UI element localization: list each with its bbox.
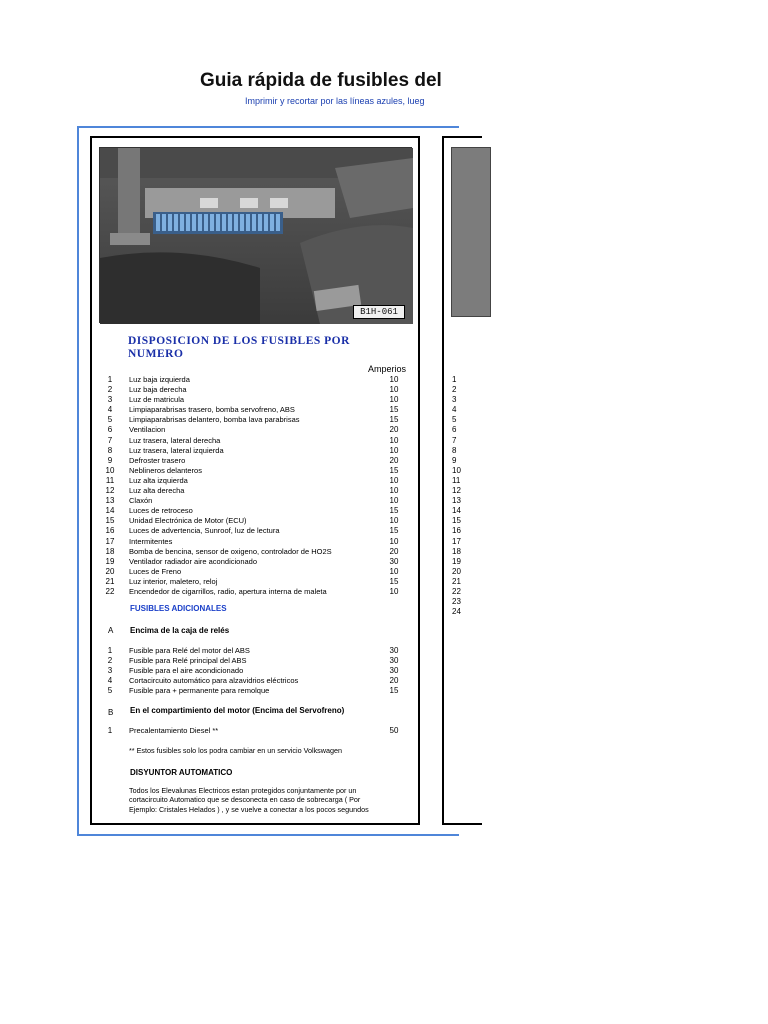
fuse-number: 10 xyxy=(452,465,461,475)
fuse-description: Luz interior, maletero, reloj xyxy=(129,576,218,586)
fuse-amperage: 10 xyxy=(389,516,399,526)
footnote: ** Estos fusibles solo los podra cambiar en un servicio Volkswagen xyxy=(129,746,342,755)
fuse-number: 6 xyxy=(452,425,457,435)
fuse-row xyxy=(92,666,422,676)
fuse-row xyxy=(92,486,422,496)
fuse-amperage: 15 xyxy=(389,576,399,586)
fuse-description: Luz alta izquierda xyxy=(129,475,188,485)
fuse-amperage: 30 xyxy=(389,656,399,666)
page-subtitle: Imprimir y recortar por las líneas azules, lueg xyxy=(245,96,425,106)
fuse-amperage: 30 xyxy=(389,646,399,655)
fuse-row xyxy=(92,456,422,466)
fuse-row xyxy=(92,587,422,597)
fuse-number: 11 xyxy=(452,475,461,485)
fuse-row xyxy=(92,676,422,686)
fuse-number: 16 xyxy=(452,526,461,536)
fuse-number: 14 xyxy=(105,506,115,516)
fuse-row xyxy=(92,425,422,435)
fuse-box-photo-2 xyxy=(451,147,491,317)
fuse-row xyxy=(92,385,422,395)
fuse-row xyxy=(92,557,422,567)
fuse-number: 3 xyxy=(452,395,457,405)
fuse-number: 14 xyxy=(452,506,461,516)
fuse-number: 4 xyxy=(452,405,457,415)
fuse-amperage: 30 xyxy=(389,666,399,676)
fuse-amperage: 10 xyxy=(389,496,399,506)
fuse-list xyxy=(92,375,422,597)
group-b-letter: B xyxy=(108,708,114,717)
fuse-description: Luz trasera, lateral derecha xyxy=(129,435,221,445)
fuse-amperage: 10 xyxy=(389,566,399,576)
fuse-row xyxy=(92,686,422,696)
fuse-description: Precalentamiento Diesel ** xyxy=(129,726,219,735)
fuse-number: 13 xyxy=(105,496,115,506)
fuse-row xyxy=(92,436,422,446)
breaker-text: Todos los Elevalunas Electricos estan protegidos conjuntamente por un cortacircuito Automatico que se desconecta en caso de sobrecarga ( Por Ejemplo: Cristales Helados ) , y se vuelve a conectar a los pocos segundos xyxy=(129,786,369,814)
fuse-number: 1 xyxy=(107,646,113,655)
fuse-amperage: 10 xyxy=(389,536,399,546)
fuse-number: 9 xyxy=(107,455,113,465)
fuse-number: 19 xyxy=(452,556,461,566)
fuse-row xyxy=(92,646,422,656)
fuse-number: 4 xyxy=(107,405,113,415)
fuse-description: Neblineros delanteros xyxy=(129,465,202,475)
fuse-description: Fusible para Relé principal del ABS xyxy=(129,656,247,666)
fuse-number: 12 xyxy=(452,486,461,496)
fuse-number: 20 xyxy=(452,566,461,576)
fuse-number: 5 xyxy=(107,415,113,425)
fuse-description: Intermitentes xyxy=(129,536,173,546)
fuse-number: 18 xyxy=(105,546,115,556)
fuse-amperage: 15 xyxy=(389,526,399,536)
fuse-amperage: 15 xyxy=(389,415,399,425)
fuse-card-right-partial xyxy=(442,136,482,825)
fuse-description: Defroster trasero xyxy=(129,455,186,465)
fuse-amperage: 15 xyxy=(389,506,399,516)
fuse-row xyxy=(92,526,422,536)
fuse-row xyxy=(92,567,422,577)
fuse-description: Unidad Electrónica de Motor (ECU) xyxy=(129,516,247,526)
additional-fuses-heading: FUSIBLES ADICIONALES xyxy=(130,604,227,613)
fuse-amperage: 15 xyxy=(389,405,399,415)
fuse-amperage: 10 xyxy=(389,586,399,596)
group-b-title: En el compartimiento del motor (Encima del Servofreno) xyxy=(130,706,345,715)
fuse-description: Claxón xyxy=(129,496,153,506)
fuse-number: 10 xyxy=(105,465,115,475)
fuse-amperage: 20 xyxy=(389,676,399,686)
fuse-description: Encendedor de cigarrillos, radio, apertura interna de maleta xyxy=(129,586,327,596)
fuse-number: 17 xyxy=(105,536,115,546)
fuse-row xyxy=(92,577,422,587)
breaker-heading: DISYUNTOR AUTOMATICO xyxy=(130,768,233,777)
fuse-description: Luces de retroceso xyxy=(129,506,193,516)
fuse-number: 18 xyxy=(452,546,461,556)
fuse-number: 2 xyxy=(452,385,457,395)
fuse-number: 17 xyxy=(452,536,461,546)
fuse-row xyxy=(92,726,422,736)
group-b-list xyxy=(92,726,422,736)
fuse-number: 12 xyxy=(105,486,115,496)
fuse-description: Bomba de bencina, sensor de oxigeno, controlador de HO2S xyxy=(129,546,332,556)
fuse-row xyxy=(92,446,422,456)
fuse-row xyxy=(92,506,422,516)
fuse-row xyxy=(92,395,422,405)
page-title: Guia rápida de fusibles del xyxy=(200,70,442,91)
fuse-number: 7 xyxy=(107,435,113,445)
fuse-number: 2 xyxy=(107,385,113,395)
fuse-amperage: 10 xyxy=(389,435,399,445)
fuse-description: Limpiaparabrisas delantero, bomba lava parabrisas xyxy=(129,415,300,425)
fuse-number: 20 xyxy=(105,566,115,576)
group-a-list xyxy=(92,646,422,696)
fuse-description: Luces de Freno xyxy=(129,566,182,576)
fuse-number: 4 xyxy=(107,676,113,686)
fuse-row xyxy=(92,466,422,476)
fuse-number: 5 xyxy=(107,686,113,696)
fuse-description: Luces de advertencia, Sunroof, luz de lectura xyxy=(129,526,280,536)
fuse-amperage: 10 xyxy=(389,445,399,455)
fuse-number: 16 xyxy=(105,526,115,536)
fuse-amperage: 30 xyxy=(389,556,399,566)
fuse-number: 7 xyxy=(452,435,457,445)
fuse-number: 2 xyxy=(107,656,113,666)
fuse-row xyxy=(92,405,422,415)
fuse-amperage: 10 xyxy=(389,395,399,405)
fuse-amperage: 20 xyxy=(389,546,399,556)
fuse-row xyxy=(92,656,422,666)
fuse-number: 6 xyxy=(107,425,113,435)
fuse-amperage: 20 xyxy=(389,455,399,465)
fuse-box-illustration xyxy=(100,148,413,324)
group-a-title: Encima de la caja de relés xyxy=(130,626,230,635)
fuse-amperage: 20 xyxy=(389,425,399,435)
fuse-number: 8 xyxy=(452,445,457,455)
cut-frame xyxy=(77,126,459,836)
amperes-header: Amperios xyxy=(367,364,406,374)
fuse-row xyxy=(92,537,422,547)
fuse-number: 21 xyxy=(452,576,461,586)
fuse-number: 24 xyxy=(452,607,461,617)
fuse-row xyxy=(92,496,422,506)
fuse-number: 15 xyxy=(452,516,461,526)
fuse-row xyxy=(92,375,422,385)
fuse-number: 22 xyxy=(452,586,461,596)
fuse-description: Ventilador radiador aire acondicionado xyxy=(129,556,258,566)
fuse-number-list-2 xyxy=(452,375,482,617)
photo-reference-label: B1H-061 xyxy=(353,305,405,319)
fuse-number: 9 xyxy=(452,455,457,465)
fuse-number: 11 xyxy=(105,475,115,485)
fuse-number: 3 xyxy=(107,395,113,405)
fuse-amperage: 15 xyxy=(389,686,399,696)
fuse-description: Fusible para Relé del motor del ABS xyxy=(129,646,250,655)
fuse-number: 5 xyxy=(452,415,457,425)
fuse-number: 19 xyxy=(105,556,115,566)
fuse-row xyxy=(92,516,422,526)
fuse-number: 1 xyxy=(452,375,457,384)
fuse-number: 21 xyxy=(105,576,115,586)
fuse-number: 22 xyxy=(105,586,115,596)
fuse-description: Limpiaparabrisas trasero, bomba servofreno, ABS xyxy=(129,405,295,415)
fuse-number: 23 xyxy=(452,597,461,607)
fuse-number: 8 xyxy=(107,445,113,455)
fuse-description: Luz baja derecha xyxy=(129,385,187,395)
fuse-description: Fusible para el aire acondicionado xyxy=(129,666,244,676)
fuse-amperage: 10 xyxy=(389,375,399,384)
section-heading: DISPOSICION DE LOS FUSIBLES POR NUMERO xyxy=(128,335,350,360)
fuse-row xyxy=(92,476,422,486)
group-a-letter: A xyxy=(108,626,114,635)
fuse-row xyxy=(92,547,422,557)
fuse-description: Luz alta derecha xyxy=(129,486,185,496)
fuse-amperage: 50 xyxy=(389,726,399,735)
fuse-amperage: 15 xyxy=(389,465,399,475)
fuse-amperage: 10 xyxy=(389,385,399,395)
fuse-number: 1 xyxy=(107,375,113,384)
fuse-number: 3 xyxy=(107,666,113,676)
fuse-description: Luz baja izquierda xyxy=(129,375,190,384)
fuse-description: Ventilacion xyxy=(129,425,166,435)
fuse-description: Cortacircuito automático para alzavidrios eléctricos xyxy=(129,676,299,686)
fuse-box-photo xyxy=(99,147,412,323)
fuse-description: Luz trasera, lateral izquierda xyxy=(129,445,224,455)
fuse-number: 15 xyxy=(105,516,115,526)
fuse-row xyxy=(92,415,422,425)
fuse-amperage: 10 xyxy=(389,486,399,496)
fuse-card-left xyxy=(90,136,420,825)
fuse-number: 1 xyxy=(107,726,113,735)
fuse-description: Fusible para + permanente para remolque xyxy=(129,686,270,696)
fuse-amperage: 10 xyxy=(389,475,399,485)
fuse-number: 13 xyxy=(452,496,461,506)
fuse-description: Luz de matricula xyxy=(129,395,185,405)
